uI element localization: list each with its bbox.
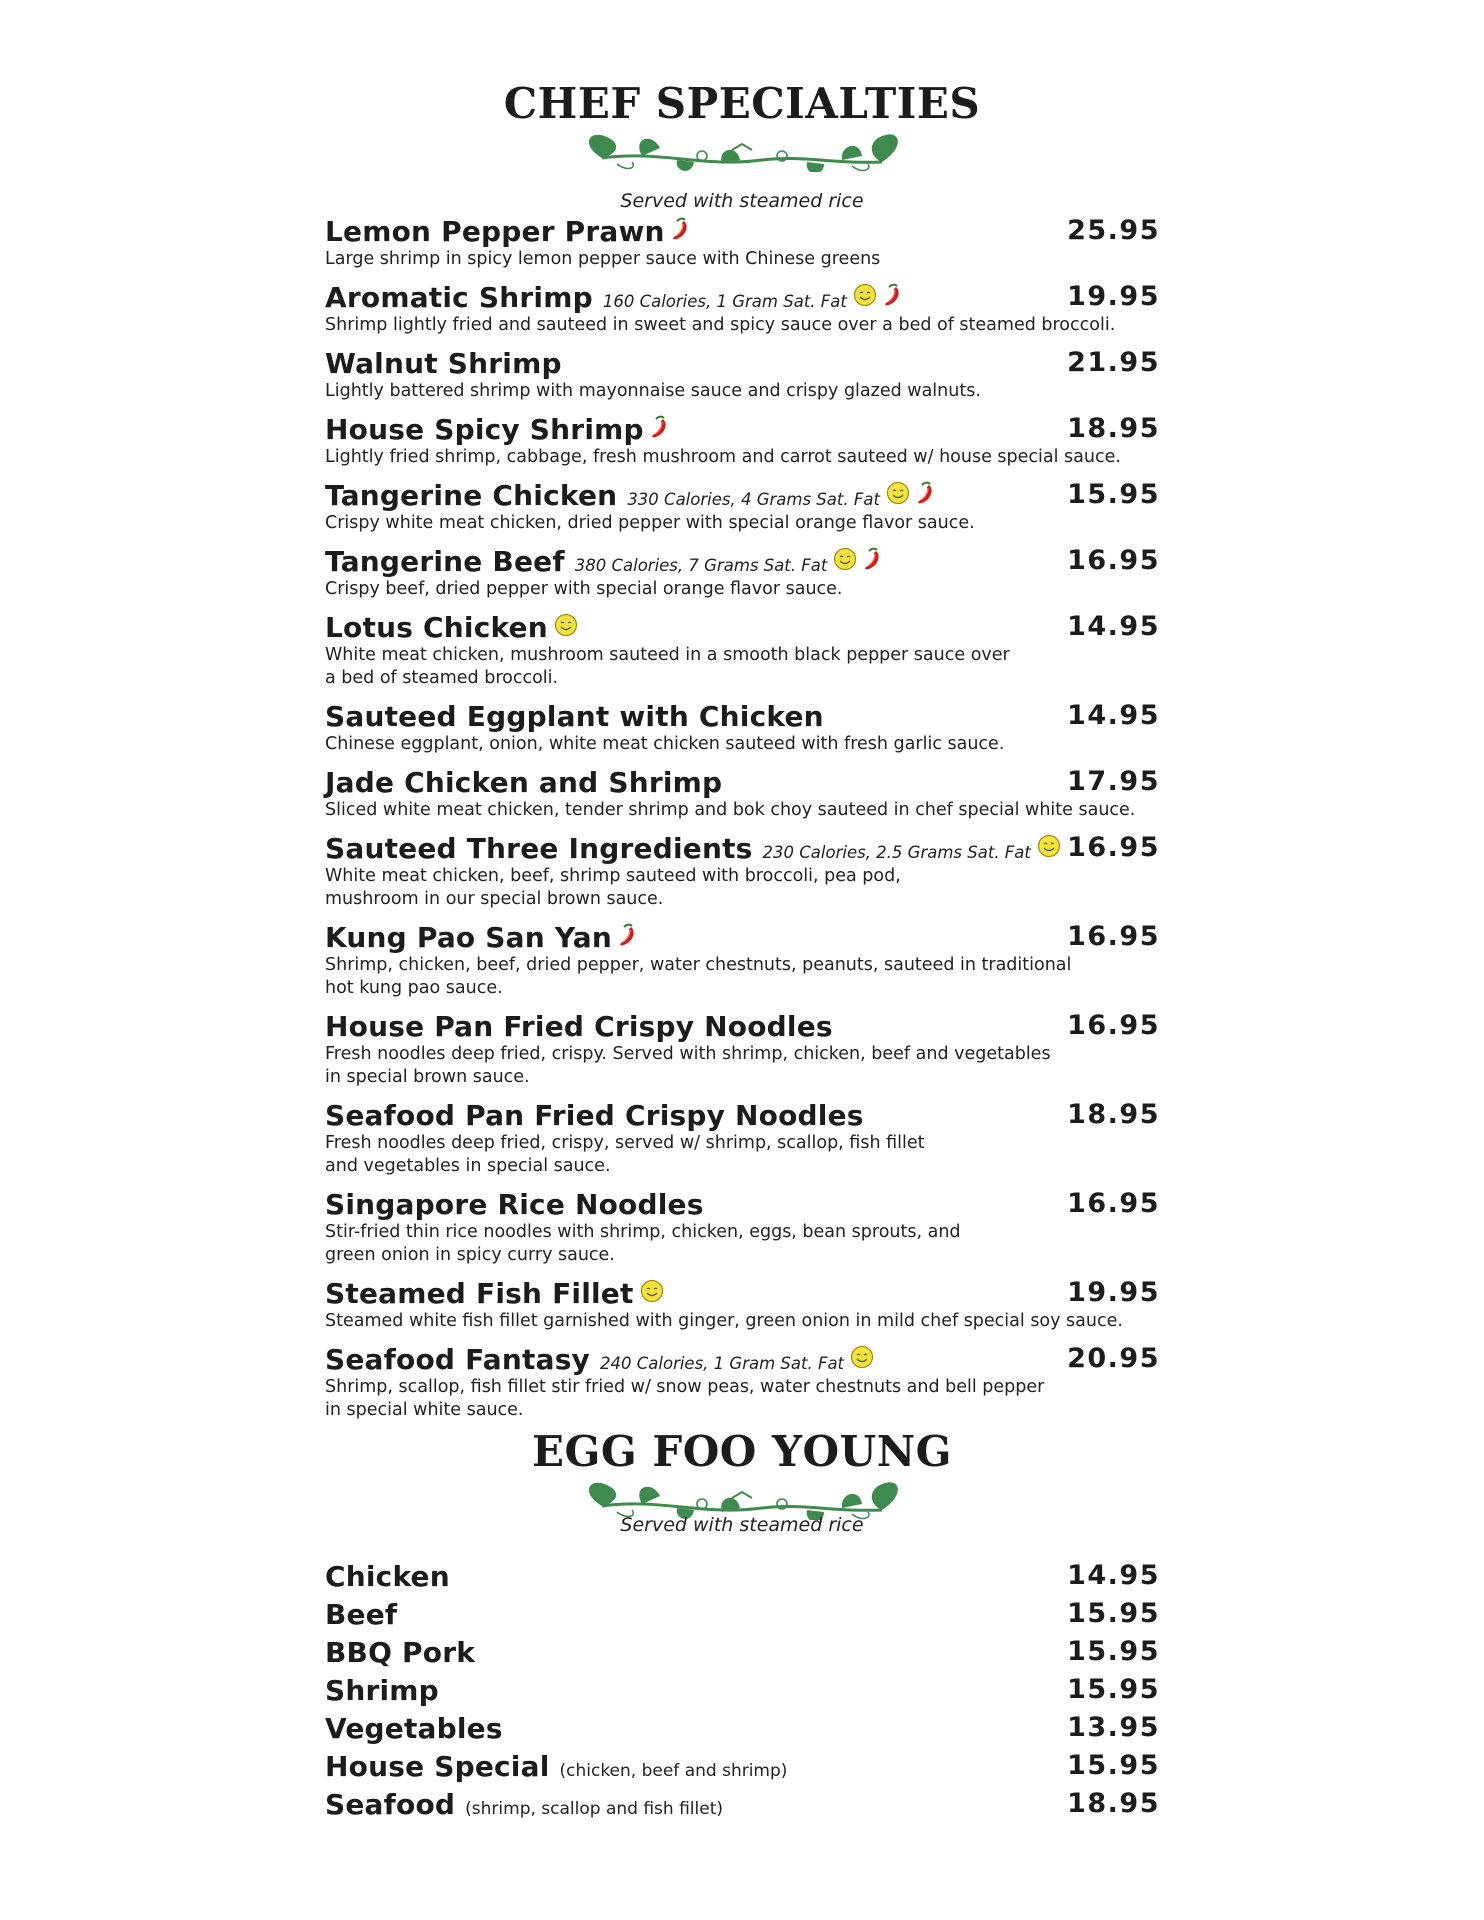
- menu-item-description: [325, 248, 1160, 271]
- description-line: in special white sauce.: [325, 1400, 524, 1420]
- menu-item-description: [325, 644, 1160, 690]
- menu-item-title-line: [325, 1099, 1160, 1132]
- menu-item: [325, 281, 1160, 337]
- healthy-smiley-icon: [640, 1279, 664, 1303]
- menu-item-title-line: [325, 413, 1160, 446]
- menu-item-title-line: [325, 1188, 1160, 1221]
- menu-item: [325, 1560, 1160, 1593]
- menu-item-description: [325, 1132, 1160, 1178]
- menu-item-name: Walnut Shrimp: [325, 347, 562, 380]
- description-line: Large shrimp in spicy lemon pepper sauce with Chinese greens: [325, 249, 881, 269]
- menu-item-price: 15.95: [1067, 1674, 1160, 1705]
- menu-item-description: [325, 1043, 1160, 1089]
- chili-pepper-icon: [671, 217, 695, 241]
- menu-item-price: 14.95: [1067, 1560, 1160, 1591]
- description-line: White meat chicken, beef, shrimp sauteed with broccoli, pea pod,: [325, 866, 901, 886]
- menu-item: [325, 700, 1160, 756]
- menu-item-name: Sauteed Eggplant with Chicken: [325, 700, 824, 733]
- chili-pepper-icon: [650, 415, 674, 439]
- menu-item-name: Aromatic Shrimp: [325, 281, 593, 314]
- description-line: Shrimp, chicken, beef, dried pepper, water chestnuts, peanuts, sauteed in traditional: [325, 955, 1072, 975]
- menu-item-price: 17.95: [1067, 766, 1160, 797]
- menu-item-description: [325, 578, 1160, 601]
- description-line: Fresh noodles deep fried, crispy, served w/ shrimp, scallop, fish fillet: [325, 1133, 925, 1153]
- nutrition-note: 230 Calories, 2.5 Grams Sat. Fat: [762, 843, 1031, 862]
- menu-item-price: 21.95: [1067, 347, 1160, 378]
- chili-pepper-icon: [916, 481, 940, 505]
- healthy-smiley-icon: [1037, 834, 1061, 858]
- menu-item-description: [325, 446, 1160, 469]
- menu-item-description: [325, 1221, 1160, 1267]
- menu-item-title-line: [325, 1750, 1160, 1783]
- menu-item: [325, 1010, 1160, 1089]
- description-line: White meat chicken, mushroom sauteed in a smooth black pepper sauce over: [325, 645, 1010, 665]
- menu-item-name: Seafood Pan Fried Crispy Noodles: [325, 1099, 864, 1132]
- menu-item: [325, 545, 1160, 601]
- section-title: EGG FOO YOUNG: [532, 1427, 952, 1476]
- menu-item-description: [325, 1376, 1160, 1422]
- description-line: and vegetables in special sauce.: [325, 1156, 611, 1176]
- menu-item-contents: (chicken, beef and shrimp): [559, 1761, 788, 1781]
- menu-item-description: [325, 865, 1160, 911]
- section-header-egg-foo-young: [0, 1428, 1484, 1536]
- nutrition-note: 380 Calories, 7 Grams Sat. Fat: [574, 556, 828, 575]
- menu-item: [325, 1188, 1160, 1267]
- description-line: Shrimp, scallop, fish fillet stir fried w/ snow peas, water chestnuts and bell pepper: [325, 1377, 1045, 1397]
- menu-item-title-line: [325, 1674, 1160, 1707]
- menu-item-title-line: [325, 281, 1160, 314]
- menu-item-price: 16.95: [1067, 921, 1160, 952]
- menu-item-price: 18.95: [1067, 1788, 1160, 1819]
- menu-item: [325, 1674, 1160, 1707]
- menu-item-title-line: [325, 479, 1160, 512]
- description-line: hot kung pao sauce.: [325, 978, 503, 998]
- description-line: green onion in spicy curry sauce.: [325, 1245, 615, 1265]
- menu-item: [325, 1712, 1160, 1745]
- menu-item-description: [325, 1310, 1160, 1333]
- menu-item: [325, 215, 1160, 271]
- menu-item-title-line: [325, 215, 1160, 248]
- section-subtitle: Served with steamed rice: [620, 190, 864, 212]
- menu-item-title-line: [325, 921, 1160, 954]
- description-line: Shrimp lightly fried and sauteed in sweet and spicy sauce over a bed of steamed broccoli.: [325, 315, 1116, 335]
- menu-item-title-line: [325, 347, 1160, 380]
- menu-item: [325, 1099, 1160, 1178]
- menu-item-name: Vegetables: [325, 1712, 503, 1745]
- description-line: Crispy white meat chicken, dried pepper with special orange flavor sauce.: [325, 513, 975, 533]
- description-line: a bed of steamed broccoli.: [325, 668, 559, 688]
- menu-item-name: House Pan Fried Crispy Noodles: [325, 1010, 833, 1043]
- menu-item-name: Sauteed Three Ingredients: [325, 832, 753, 865]
- menu-item-name: Singapore Rice Noodles: [325, 1188, 704, 1221]
- menu-item-description: [325, 314, 1160, 337]
- menu-item: [325, 1277, 1160, 1333]
- section-title: CHEF SPECIALTIES: [503, 79, 981, 128]
- menu-item-title-line: [325, 1636, 1160, 1669]
- menu-item-name: Beef: [325, 1598, 398, 1631]
- menu-item-price: 15.95: [1067, 1636, 1160, 1667]
- menu-item-title-line: [325, 1010, 1160, 1043]
- menu-item: [325, 1636, 1160, 1669]
- menu-item-title-line: [325, 1277, 1160, 1310]
- nutrition-note: 160 Calories, 1 Gram Sat. Fat: [602, 292, 847, 311]
- menu-item-price: 13.95: [1067, 1712, 1160, 1743]
- menu-item-title-line: [325, 1560, 1160, 1593]
- chili-pepper-icon: [863, 547, 887, 571]
- menu-item-price: 16.95: [1067, 545, 1160, 576]
- menu-item-price: 18.95: [1067, 1099, 1160, 1130]
- menu-item-description: [325, 512, 1160, 535]
- description-line: in special brown sauce.: [325, 1067, 530, 1087]
- menu-item-description: [325, 733, 1160, 756]
- menu-item-price: 19.95: [1067, 1277, 1160, 1308]
- chef-specialties-list: [325, 215, 1160, 1432]
- menu-item: [325, 1598, 1160, 1631]
- menu-item-name: Seafood Fantasy: [325, 1343, 591, 1376]
- menu-item-title-line: [325, 1598, 1160, 1631]
- menu-item: [325, 347, 1160, 403]
- menu-item-description: [325, 380, 1160, 403]
- menu-item-name: Lotus Chicken: [325, 611, 548, 644]
- menu-item-name: Jade Chicken and Shrimp: [325, 766, 723, 799]
- description-line: Steamed white fish fillet garnished with ginger, green onion in mild chef special soy sauce.: [325, 1311, 1123, 1331]
- menu-item-title-line: [325, 700, 1160, 733]
- menu-item-name: House Special: [325, 1750, 550, 1783]
- menu-item: [325, 479, 1160, 535]
- chili-pepper-icon: [883, 283, 907, 307]
- menu-item-name: Chicken: [325, 1560, 450, 1593]
- menu-item-price: 15.95: [1067, 1598, 1160, 1629]
- section-header-chef-specialties: [0, 80, 1484, 212]
- menu-item: [325, 1343, 1160, 1422]
- menu-item-title-line: [325, 766, 1160, 799]
- menu-item-name: House Spicy Shrimp: [325, 413, 644, 446]
- menu-item: [325, 832, 1160, 911]
- menu-item-name: Steamed Fish Fillet: [325, 1277, 634, 1310]
- healthy-smiley-icon: [853, 283, 877, 307]
- menu-item-price: 25.95: [1067, 215, 1160, 246]
- menu-item-title-line: [325, 611, 1160, 644]
- menu-item-price: 18.95: [1067, 413, 1160, 444]
- menu-item-price: 20.95: [1067, 1343, 1160, 1374]
- healthy-smiley-icon: [554, 613, 578, 637]
- menu-item-title-line: [325, 1343, 1160, 1376]
- description-line: Sliced white meat chicken, tender shrimp and bok choy sauteed in chef special white sauce.: [325, 800, 1136, 820]
- menu-item-price: 14.95: [1067, 611, 1160, 642]
- description-line: Crispy beef, dried pepper with special orange flavor sauce.: [325, 579, 843, 599]
- chili-pepper-icon: [618, 923, 642, 947]
- menu-item-price: 16.95: [1067, 1010, 1160, 1041]
- vine-divider-icon: [542, 128, 942, 172]
- menu-item-name: Tangerine Beef: [325, 545, 565, 578]
- menu-item-price: 16.95: [1067, 832, 1160, 863]
- menu-item-price: 16.95: [1067, 1188, 1160, 1219]
- menu-item-name: BBQ Pork: [325, 1636, 476, 1669]
- description-line: mushroom in our special brown sauce.: [325, 889, 664, 909]
- menu-item: [325, 413, 1160, 469]
- healthy-smiley-icon: [833, 547, 857, 571]
- menu-item-name: Kung Pao San Yan: [325, 921, 612, 954]
- menu-item-title-line: [325, 545, 1160, 578]
- description-line: Chinese eggplant, onion, white meat chicken sauteed with fresh garlic sauce.: [325, 734, 1005, 754]
- menu-item-title-line: [325, 832, 1160, 865]
- menu-item-price: 15.95: [1067, 479, 1160, 510]
- menu-item-description: [325, 954, 1160, 1000]
- nutrition-note: 330 Calories, 4 Grams Sat. Fat: [627, 490, 880, 509]
- menu-item: [325, 1750, 1160, 1783]
- menu-item: [325, 611, 1160, 690]
- menu-item-title-line: [325, 1712, 1160, 1745]
- menu-item-name: Lemon Pepper Prawn: [325, 215, 665, 248]
- healthy-smiley-icon: [886, 481, 910, 505]
- menu-item-name: Shrimp: [325, 1674, 439, 1707]
- menu-item: [325, 921, 1160, 1000]
- menu-item-title-line: [325, 1788, 1160, 1821]
- healthy-smiley-icon: [850, 1345, 874, 1369]
- menu-item: [325, 766, 1160, 822]
- description-line: Lightly battered shrimp with mayonnaise sauce and crispy glazed walnuts.: [325, 381, 981, 401]
- menu-item-price: 19.95: [1067, 281, 1160, 312]
- description-line: Stir-fried thin rice noodles with shrimp, chicken, eggs, bean sprouts, and: [325, 1222, 961, 1242]
- section-subtitle: Served with steamed rice: [620, 1514, 864, 1536]
- nutrition-note: 240 Calories, 1 Gram Sat. Fat: [600, 1354, 845, 1373]
- menu-item-name: Tangerine Chicken: [325, 479, 618, 512]
- menu-item-contents: (shrimp, scallop and fish fillet): [465, 1799, 723, 1819]
- description-line: Lightly fried shrimp, cabbage, fresh mushroom and carrot sauteed w/ house special sauce.: [325, 447, 1121, 467]
- egg-foo-young-list: [325, 1560, 1160, 1826]
- menu-item-description: [325, 799, 1160, 822]
- description-line: Fresh noodles deep fried, crispy. Served with shrimp, chicken, beef and vegetables: [325, 1044, 1051, 1064]
- menu-item: [325, 1788, 1160, 1821]
- menu-item-price: 15.95: [1067, 1750, 1160, 1781]
- menu-item-price: 14.95: [1067, 700, 1160, 731]
- menu-item-name: Seafood: [325, 1788, 456, 1821]
